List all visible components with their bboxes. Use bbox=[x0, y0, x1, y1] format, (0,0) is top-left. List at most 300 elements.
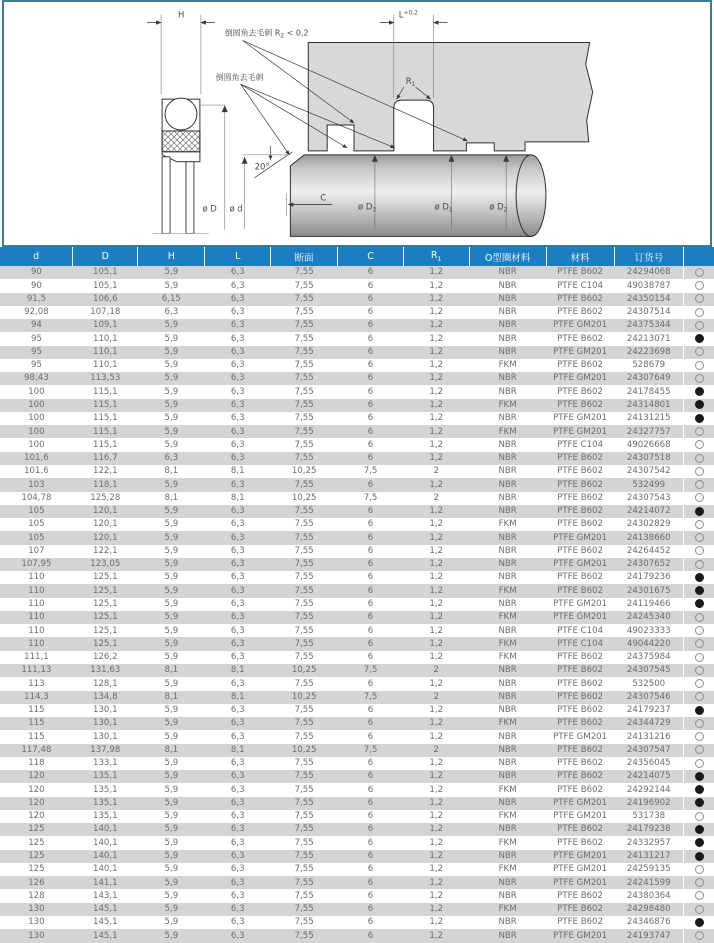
open-circle-icon bbox=[695, 294, 704, 303]
table-row bbox=[0, 810, 714, 823]
cell: 7,55 bbox=[271, 624, 338, 637]
table-row bbox=[0, 399, 714, 412]
cell: 531738 bbox=[614, 810, 684, 823]
open-circle-icon bbox=[695, 626, 704, 635]
open-circle-icon bbox=[695, 692, 704, 701]
cell: 7,55 bbox=[271, 399, 338, 412]
column-header: 订货号 bbox=[614, 247, 684, 266]
cell: PTFE GM201 bbox=[546, 850, 614, 863]
cell: 5,9 bbox=[138, 929, 205, 942]
cell: 6,3 bbox=[205, 929, 271, 942]
cell: 90 bbox=[0, 266, 73, 279]
table-row bbox=[0, 279, 714, 292]
cell: 7,55 bbox=[271, 359, 338, 372]
cell: 7,5 bbox=[338, 664, 404, 677]
cell: 5,9 bbox=[138, 279, 205, 292]
cell: FKM bbox=[469, 518, 546, 531]
cell: 6 bbox=[338, 916, 404, 929]
cell: 8,1 bbox=[138, 691, 205, 704]
cell: 5,9 bbox=[138, 783, 205, 796]
table-row bbox=[0, 744, 714, 757]
cell: 115,1 bbox=[73, 399, 138, 412]
cell: 2 bbox=[403, 465, 469, 478]
cell: NBR bbox=[469, 850, 546, 863]
cell: 101,6 bbox=[0, 452, 73, 465]
cell: 532499 bbox=[614, 478, 684, 491]
cell: 6 bbox=[338, 531, 404, 544]
availability-cell bbox=[684, 611, 714, 624]
cell: 7,55 bbox=[271, 531, 338, 544]
open-circle-icon bbox=[695, 560, 704, 569]
availability-cell bbox=[684, 744, 714, 757]
cell: 7,55 bbox=[271, 611, 338, 624]
cell: 6,3 bbox=[205, 279, 271, 292]
cell: 7,55 bbox=[271, 545, 338, 558]
availability-cell bbox=[684, 637, 714, 650]
open-circle-icon bbox=[695, 878, 704, 887]
cell: 7,55 bbox=[271, 823, 338, 836]
cell: 125 bbox=[0, 850, 73, 863]
cell: 24302829 bbox=[614, 518, 684, 531]
open-circle-icon bbox=[695, 891, 704, 900]
table-row bbox=[0, 624, 714, 637]
table-row bbox=[0, 438, 714, 451]
availability-cell bbox=[684, 266, 714, 279]
cell: 1,2 bbox=[403, 505, 469, 518]
cell: 105,1 bbox=[73, 266, 138, 279]
cell: 24131217 bbox=[614, 850, 684, 863]
cell: 7,55 bbox=[271, 889, 338, 902]
cell: 1,2 bbox=[403, 359, 469, 372]
cell: PTFE GM201 bbox=[546, 797, 614, 810]
cell: 107,95 bbox=[0, 558, 73, 571]
cell: 24179238 bbox=[614, 823, 684, 836]
cell: 6,3 bbox=[205, 651, 271, 664]
cell: 7,55 bbox=[271, 438, 338, 451]
cell: NBR bbox=[469, 465, 546, 478]
cell: 7,55 bbox=[271, 651, 338, 664]
cell: 24327757 bbox=[614, 425, 684, 438]
cell: 110 bbox=[0, 624, 73, 637]
cell: 5,9 bbox=[138, 372, 205, 385]
cell: 6,3 bbox=[205, 412, 271, 425]
cell: 125,1 bbox=[73, 598, 138, 611]
open-circle-icon bbox=[695, 905, 704, 914]
open-circle-icon bbox=[695, 639, 704, 648]
cell: PTFE B602 bbox=[546, 664, 614, 677]
cell: 6,3 bbox=[205, 850, 271, 863]
cell: PTFE B602 bbox=[546, 584, 614, 597]
cell: 116,7 bbox=[73, 452, 138, 465]
cell: 6 bbox=[338, 637, 404, 650]
cell: PTFE GM201 bbox=[546, 929, 614, 942]
cell: 115 bbox=[0, 717, 73, 730]
cell: NBR bbox=[469, 889, 546, 902]
cell: 7,55 bbox=[271, 916, 338, 929]
cell: 120,1 bbox=[73, 518, 138, 531]
cell: 125,1 bbox=[73, 637, 138, 650]
cell: 6 bbox=[338, 412, 404, 425]
cell: 6,3 bbox=[205, 863, 271, 876]
open-circle-icon bbox=[695, 759, 704, 768]
cell: 6,3 bbox=[205, 452, 271, 465]
cell: 125,28 bbox=[73, 492, 138, 505]
column-header bbox=[684, 247, 714, 266]
cell: 24196902 bbox=[614, 797, 684, 810]
cell: 1,2 bbox=[403, 836, 469, 849]
open-circle-icon bbox=[695, 281, 704, 290]
cell: 110,1 bbox=[73, 346, 138, 359]
cell: NBR bbox=[469, 306, 546, 319]
cell: 5,9 bbox=[138, 770, 205, 783]
cell: 1,2 bbox=[403, 889, 469, 902]
cell: 6 bbox=[338, 783, 404, 796]
cell: 115 bbox=[0, 704, 73, 717]
cell: 6 bbox=[338, 850, 404, 863]
cell: 5,9 bbox=[138, 810, 205, 823]
cell: 8,1 bbox=[205, 691, 271, 704]
table-row bbox=[0, 545, 714, 558]
cell: 6 bbox=[338, 545, 404, 558]
filled-circle-icon bbox=[695, 507, 704, 516]
technical-drawing-panel bbox=[2, 0, 712, 247]
table-row bbox=[0, 452, 714, 465]
cell: PTFE GM201 bbox=[546, 730, 614, 743]
cell: NBR bbox=[469, 876, 546, 889]
cell: 1,2 bbox=[403, 385, 469, 398]
table-row bbox=[0, 359, 714, 372]
filled-circle-icon bbox=[695, 918, 704, 927]
cell: 6 bbox=[338, 903, 404, 916]
cell: 126 bbox=[0, 876, 73, 889]
cell: 6 bbox=[338, 518, 404, 531]
availability-cell bbox=[684, 293, 714, 306]
availability-cell bbox=[684, 836, 714, 849]
availability-cell bbox=[684, 677, 714, 690]
cell: 24264452 bbox=[614, 545, 684, 558]
cell: 7,55 bbox=[271, 797, 338, 810]
cell: 1,2 bbox=[403, 797, 469, 810]
cell: 528679 bbox=[614, 359, 684, 372]
cell: 122,1 bbox=[73, 545, 138, 558]
cell: 111,1 bbox=[0, 651, 73, 664]
cell: 92,08 bbox=[0, 306, 73, 319]
cell: 100 bbox=[0, 425, 73, 438]
cell: 6,3 bbox=[205, 545, 271, 558]
cell: 7,55 bbox=[271, 704, 338, 717]
cell: 6 bbox=[338, 757, 404, 770]
cell: 137,98 bbox=[73, 744, 138, 757]
cell: 131,63 bbox=[73, 664, 138, 677]
availability-cell bbox=[684, 385, 714, 398]
cell: 8,1 bbox=[205, 492, 271, 505]
cell: 105 bbox=[0, 505, 73, 518]
cell: PTFE B602 bbox=[546, 903, 614, 916]
cell: 1,2 bbox=[403, 438, 469, 451]
availability-cell bbox=[684, 372, 714, 385]
cell: 104,78 bbox=[0, 492, 73, 505]
cell: 115,1 bbox=[73, 425, 138, 438]
cell: 6,3 bbox=[138, 306, 205, 319]
cell: 6,3 bbox=[205, 797, 271, 810]
cell: 91,5 bbox=[0, 293, 73, 306]
open-circle-icon bbox=[695, 931, 704, 940]
cell: 120 bbox=[0, 810, 73, 823]
open-circle-icon bbox=[695, 745, 704, 754]
cell: 6,3 bbox=[205, 611, 271, 624]
cell: PTFE GM201 bbox=[546, 863, 614, 876]
cell: 24179236 bbox=[614, 571, 684, 584]
cell: 5,9 bbox=[138, 518, 205, 531]
cell: 24131215 bbox=[614, 412, 684, 425]
cell: 6 bbox=[338, 889, 404, 902]
cell: PTFE GM201 bbox=[546, 412, 614, 425]
cell: 24375984 bbox=[614, 651, 684, 664]
cell: 7,5 bbox=[338, 492, 404, 505]
availability-cell bbox=[684, 757, 714, 770]
cell: 24119466 bbox=[614, 598, 684, 611]
availability-cell bbox=[684, 889, 714, 902]
table-row bbox=[0, 332, 714, 345]
open-circle-icon bbox=[695, 361, 704, 370]
cell: 95 bbox=[0, 332, 73, 345]
cell: 6 bbox=[338, 611, 404, 624]
cell: NBR bbox=[469, 372, 546, 385]
cell: 100 bbox=[0, 412, 73, 425]
availability-cell bbox=[684, 903, 714, 916]
cell: 7,55 bbox=[271, 425, 338, 438]
cell: 5,9 bbox=[138, 637, 205, 650]
cell: 1,2 bbox=[403, 730, 469, 743]
cell: 24241599 bbox=[614, 876, 684, 889]
cell: NBR bbox=[469, 452, 546, 465]
cell: 125,1 bbox=[73, 624, 138, 637]
cell: 130 bbox=[0, 929, 73, 942]
cell: 145,1 bbox=[73, 903, 138, 916]
cell: 140,1 bbox=[73, 850, 138, 863]
cell: 5,9 bbox=[138, 598, 205, 611]
cell: 6 bbox=[338, 571, 404, 584]
cell: FKM bbox=[469, 863, 546, 876]
cell: 5,9 bbox=[138, 624, 205, 637]
cell: 24294068 bbox=[614, 266, 684, 279]
table-row bbox=[0, 492, 714, 505]
cell: 94 bbox=[0, 319, 73, 332]
cell: 1,2 bbox=[403, 412, 469, 425]
cell: NBR bbox=[469, 730, 546, 743]
cell: 7,5 bbox=[338, 691, 404, 704]
filled-circle-icon bbox=[695, 586, 704, 595]
installation-view bbox=[201, 10, 593, 237]
availability-cell bbox=[684, 823, 714, 836]
availability-cell bbox=[684, 478, 714, 491]
cell: 5,9 bbox=[138, 385, 205, 398]
availability-cell bbox=[684, 412, 714, 425]
cell: 1,2 bbox=[403, 372, 469, 385]
cell: NBR bbox=[469, 558, 546, 571]
cell: PTFE B602 bbox=[546, 704, 614, 717]
cell: 6,3 bbox=[205, 385, 271, 398]
cell: 6,3 bbox=[205, 531, 271, 544]
cell: 100 bbox=[0, 385, 73, 398]
cell: 49044220 bbox=[614, 637, 684, 650]
cell: PTFE B602 bbox=[546, 677, 614, 690]
cell: NBR bbox=[469, 770, 546, 783]
availability-cell bbox=[684, 730, 714, 743]
cell: 5,9 bbox=[138, 359, 205, 372]
cell: 5,9 bbox=[138, 425, 205, 438]
cell: 49023333 bbox=[614, 624, 684, 637]
table-row bbox=[0, 319, 714, 332]
cell: 1,2 bbox=[403, 531, 469, 544]
cell: 6,3 bbox=[205, 916, 271, 929]
table-row bbox=[0, 598, 714, 611]
column-header: 材料 bbox=[546, 247, 614, 266]
open-circle-icon bbox=[695, 812, 704, 821]
cell: 1,2 bbox=[403, 598, 469, 611]
cell: 1,2 bbox=[403, 810, 469, 823]
cell: 6 bbox=[338, 306, 404, 319]
c-dim-label: C bbox=[320, 192, 327, 203]
cell: PTFE B602 bbox=[546, 823, 614, 836]
cell: 1,2 bbox=[403, 266, 469, 279]
open-circle-icon bbox=[695, 666, 704, 675]
cell: 7,55 bbox=[271, 863, 338, 876]
cell: 6,3 bbox=[205, 624, 271, 637]
cell: 6 bbox=[338, 478, 404, 491]
cell: 106,6 bbox=[73, 293, 138, 306]
cell: 6,3 bbox=[205, 584, 271, 597]
dia-d-label: ø d bbox=[229, 203, 243, 214]
column-header: d bbox=[0, 247, 73, 266]
cell: 6,3 bbox=[205, 558, 271, 571]
availability-cell bbox=[684, 598, 714, 611]
cell: PTFE GM201 bbox=[546, 531, 614, 544]
cell: 10,25 bbox=[271, 664, 338, 677]
cell: PTFE B602 bbox=[546, 505, 614, 518]
availability-cell bbox=[684, 571, 714, 584]
cell: 6,3 bbox=[205, 505, 271, 518]
cell: NBR bbox=[469, 266, 546, 279]
open-circle-icon bbox=[695, 454, 704, 463]
cell: FKM bbox=[469, 651, 546, 664]
table-row bbox=[0, 266, 714, 279]
cell: 6 bbox=[338, 332, 404, 345]
cell: 7,55 bbox=[271, 850, 338, 863]
cell: 2 bbox=[403, 691, 469, 704]
cell: 6,15 bbox=[138, 293, 205, 306]
table-row bbox=[0, 637, 714, 650]
cell: 6 bbox=[338, 425, 404, 438]
cell: 6,3 bbox=[205, 306, 271, 319]
cell: 24214072 bbox=[614, 505, 684, 518]
table-row bbox=[0, 571, 714, 584]
cell: 7,55 bbox=[271, 478, 338, 491]
cell: 1,2 bbox=[403, 637, 469, 650]
cell: 24245340 bbox=[614, 611, 684, 624]
column-header: L bbox=[205, 247, 271, 266]
cell: 6 bbox=[338, 929, 404, 942]
cell: 6,3 bbox=[205, 889, 271, 902]
availability-cell bbox=[684, 319, 714, 332]
cell: 95 bbox=[0, 346, 73, 359]
cell: 6 bbox=[338, 279, 404, 292]
cell: 1,2 bbox=[403, 293, 469, 306]
cell: 115,1 bbox=[73, 438, 138, 451]
table-row bbox=[0, 425, 714, 438]
cell: PTFE B602 bbox=[546, 744, 614, 757]
cell: 7,55 bbox=[271, 598, 338, 611]
cell: PTFE B602 bbox=[546, 293, 614, 306]
table-row bbox=[0, 757, 714, 770]
h-dim-label: H bbox=[178, 9, 185, 20]
filled-circle-icon bbox=[695, 334, 704, 343]
cell: 1,2 bbox=[403, 783, 469, 796]
cell: PTFE B602 bbox=[546, 518, 614, 531]
cell: PTFE GM201 bbox=[546, 876, 614, 889]
cell: 24307518 bbox=[614, 452, 684, 465]
cell: 5,9 bbox=[138, 916, 205, 929]
cell: 6,3 bbox=[205, 346, 271, 359]
cell: 1,2 bbox=[403, 611, 469, 624]
cell: 1,2 bbox=[403, 704, 469, 717]
open-circle-icon bbox=[695, 347, 704, 356]
table-row bbox=[0, 531, 714, 544]
cell: FKM bbox=[469, 810, 546, 823]
cell: 5,9 bbox=[138, 677, 205, 690]
cell: 24375344 bbox=[614, 319, 684, 332]
cell: 105 bbox=[0, 518, 73, 531]
filled-circle-icon bbox=[695, 573, 704, 582]
cell: PTFE B602 bbox=[546, 478, 614, 491]
cell: 6,3 bbox=[205, 518, 271, 531]
cell: NBR bbox=[469, 571, 546, 584]
cell: 125 bbox=[0, 836, 73, 849]
cell: FKM bbox=[469, 611, 546, 624]
cell: FKM bbox=[469, 836, 546, 849]
cell: 24214075 bbox=[614, 770, 684, 783]
cell: 7,55 bbox=[271, 452, 338, 465]
cell: 8,1 bbox=[138, 744, 205, 757]
column-header: D bbox=[73, 247, 138, 266]
cell: 7,55 bbox=[271, 505, 338, 518]
cell: 6 bbox=[338, 385, 404, 398]
cell: 6 bbox=[338, 730, 404, 743]
cell: 110,1 bbox=[73, 332, 138, 345]
cell: PTFE GM201 bbox=[546, 425, 614, 438]
open-circle-icon bbox=[695, 308, 704, 317]
dia-D1-label: ø $D_1$ bbox=[434, 201, 453, 214]
cell: 7,5 bbox=[338, 465, 404, 478]
open-circle-icon bbox=[695, 493, 704, 502]
cell: 98,43 bbox=[0, 372, 73, 385]
table-row bbox=[0, 505, 714, 518]
cell: 1,2 bbox=[403, 584, 469, 597]
cell: 6,3 bbox=[205, 319, 271, 332]
availability-cell bbox=[684, 651, 714, 664]
cell: 5,9 bbox=[138, 399, 205, 412]
cell: 1,2 bbox=[403, 425, 469, 438]
table-row bbox=[0, 850, 714, 863]
table-row bbox=[0, 465, 714, 478]
availability-cell bbox=[684, 505, 714, 518]
cell: 7,55 bbox=[271, 730, 338, 743]
table-row bbox=[0, 293, 714, 306]
cell: 130,1 bbox=[73, 717, 138, 730]
cell: 6,3 bbox=[205, 836, 271, 849]
cell: PTFE C104 bbox=[546, 279, 614, 292]
cell: 7,55 bbox=[271, 876, 338, 889]
